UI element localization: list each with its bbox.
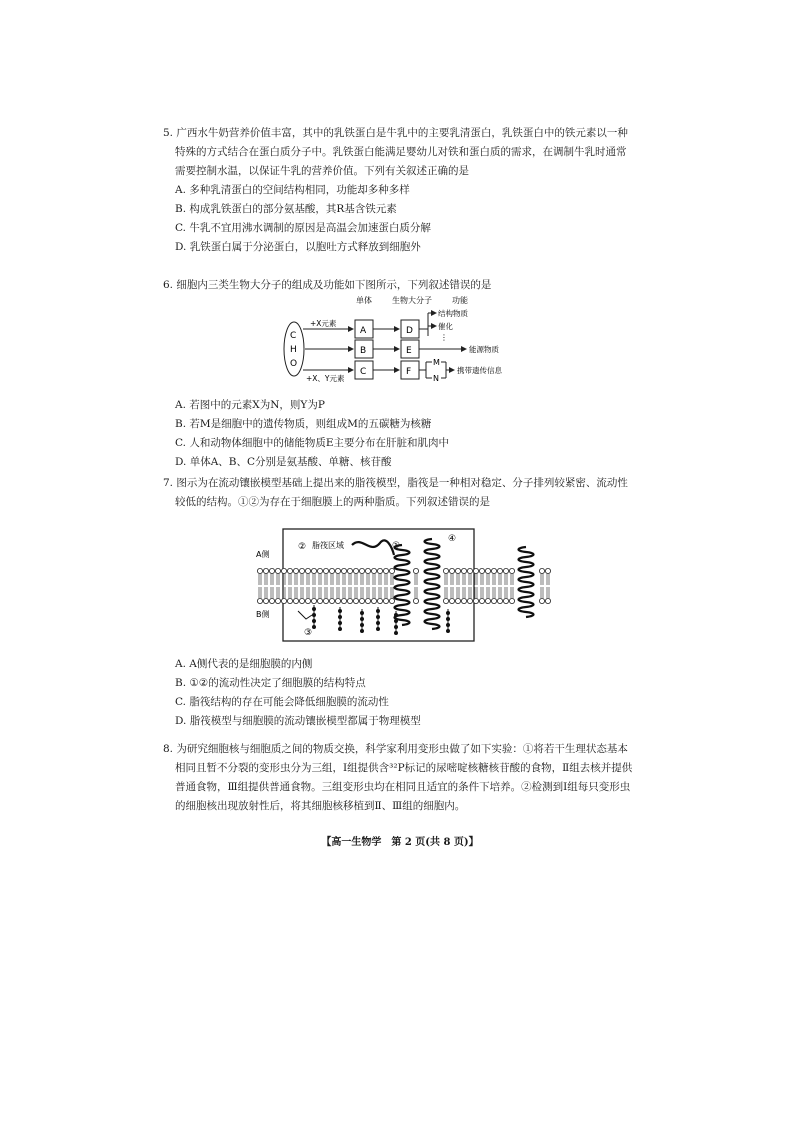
question-6-stem: 6. 细胞内三类生物大分子的组成及功能如下图所示，下列叙述错误的是 (163, 279, 492, 291)
header-monomer: 单体 (356, 296, 372, 305)
question-6-option-b: B. 若M是细胞中的遗传物质，则组成M的五碳糖为核糖 (175, 418, 432, 430)
membrane-proteins (298, 539, 534, 635)
side-a-label: A侧 (256, 550, 270, 559)
function-catalysis: 催化 (438, 322, 453, 331)
page-footer: 【高一生物学 第 2 页(共 8 页)】 (321, 837, 479, 848)
element-h: H (290, 345, 297, 355)
question-5 (163, 124, 633, 257)
macromolecule-diagram (280, 294, 550, 386)
macro-d: D (406, 326, 413, 336)
question-7-stem: 7. 图示为在流动镶嵌模型基础上提出来的脂筏模型，脂筏是一种相对稳定、分子排列较紧密、流动性较低的结构。①②为存在于细胞膜上的两种脂质。下列叙述错误的是 (163, 477, 628, 508)
question-5-option-c: C. 牛乳不宜用沸水调制的原因是高温会加速蛋白质分解 (175, 222, 431, 234)
function-structure: 结构物质 (438, 309, 468, 318)
arrow-label-x: +X元素 (310, 319, 337, 328)
question-5-option-b: B. 构成乳铁蛋白的部分氨基酸，其R基含铁元素 (175, 203, 397, 215)
header-function: 功能 (452, 296, 468, 305)
lipid-raft-diagram (252, 525, 557, 645)
macro-f: F (406, 367, 412, 377)
question-6-option-c: C. 人和动物体细胞中的储能物质E主要分布在肝脏和肌肉中 (175, 437, 449, 449)
question-6-option-a: A. 若图中的元素X为N，则Y为P (175, 399, 325, 411)
question-5-stem: 5. 广西水牛奶营养价值丰富，其中的乳铁蛋白是牛乳中的主要乳清蛋白，乳铁蛋白中的铁元素以一种特殊的方式结合在蛋白质分子中。乳铁蛋白能满足婴幼儿对铁和蛋白质的需求，在调制牛乳时通常需要控制水温，以保证牛乳的营养价值。下列有关叙述正确的是 (163, 127, 628, 177)
question-6-option-d: D. 单体A、B、C分别是氨基酸、单糖、核苷酸 (175, 456, 392, 468)
question-7-option-c: C. 脂筏结构的存在可能会降低细胞膜的流动性 (175, 696, 389, 708)
question-5-option-a: A. 多种乳清蛋白的空间结构相同，功能却多种多样 (175, 184, 410, 196)
function-more: ⋮ (440, 333, 448, 342)
question-8-stem: 8. 为研究细胞核与细胞质之间的物质交换，科学家利用变形虫做了如下实验：①将若干生理状态基本相同且暂不分裂的变形虫分为三组，Ⅰ组提供含³²P标记的尿嘧啶核糖核苷酸的食物，Ⅱ组去核并提供普通食物，Ⅲ组提供普通食物。三组变形虫均在相同且适宜的条件下培养。②检测到Ⅰ组每只变形虫的细胞核出现放射性后，将其细胞核移植到Ⅱ、Ⅲ组的细胞内。 (163, 743, 633, 812)
f-branch-m: M (433, 358, 440, 367)
question-5-option-d: D. 乳铁蛋白属于分泌蛋白，以胞吐方式释放到细胞外 (175, 241, 421, 253)
question-6-options (163, 396, 633, 472)
question-7-option-b: B. ①②的流动性决定了细胞膜的结构特点 (175, 677, 366, 689)
header-macromolecule: 生物大分子 (392, 296, 432, 305)
monomer-b: B (360, 346, 367, 356)
marker-4: ④ (448, 534, 457, 544)
side-b-label: B侧 (256, 610, 270, 619)
marker-2: ② (298, 542, 307, 552)
marker-3: ③ (304, 628, 313, 638)
macro-e: E (406, 346, 412, 356)
question-7-option-d: D. 脂筏模型与细胞膜的流动镶嵌模型都属于物理模型 (175, 715, 421, 727)
monomer-c: C (360, 367, 367, 377)
question-7-options (163, 655, 633, 731)
monomer-a: A (360, 326, 367, 336)
f-branch-n: N (433, 374, 439, 383)
question-7-option-a: A. A侧代表的是细胞膜的内侧 (175, 658, 313, 670)
marker-1: ① (392, 541, 401, 551)
function-genetic: 携带遗传信息 (457, 366, 502, 375)
question-6 (163, 276, 633, 295)
question-7 (163, 474, 633, 512)
arrow-label-xy: +X、Y元素 (306, 374, 345, 383)
element-c: C (290, 331, 297, 341)
element-o: O (290, 359, 298, 369)
question-8 (163, 740, 633, 816)
raft-region-label: 脂筏区域 (312, 541, 344, 550)
function-energy: 能源物质 (469, 345, 499, 354)
